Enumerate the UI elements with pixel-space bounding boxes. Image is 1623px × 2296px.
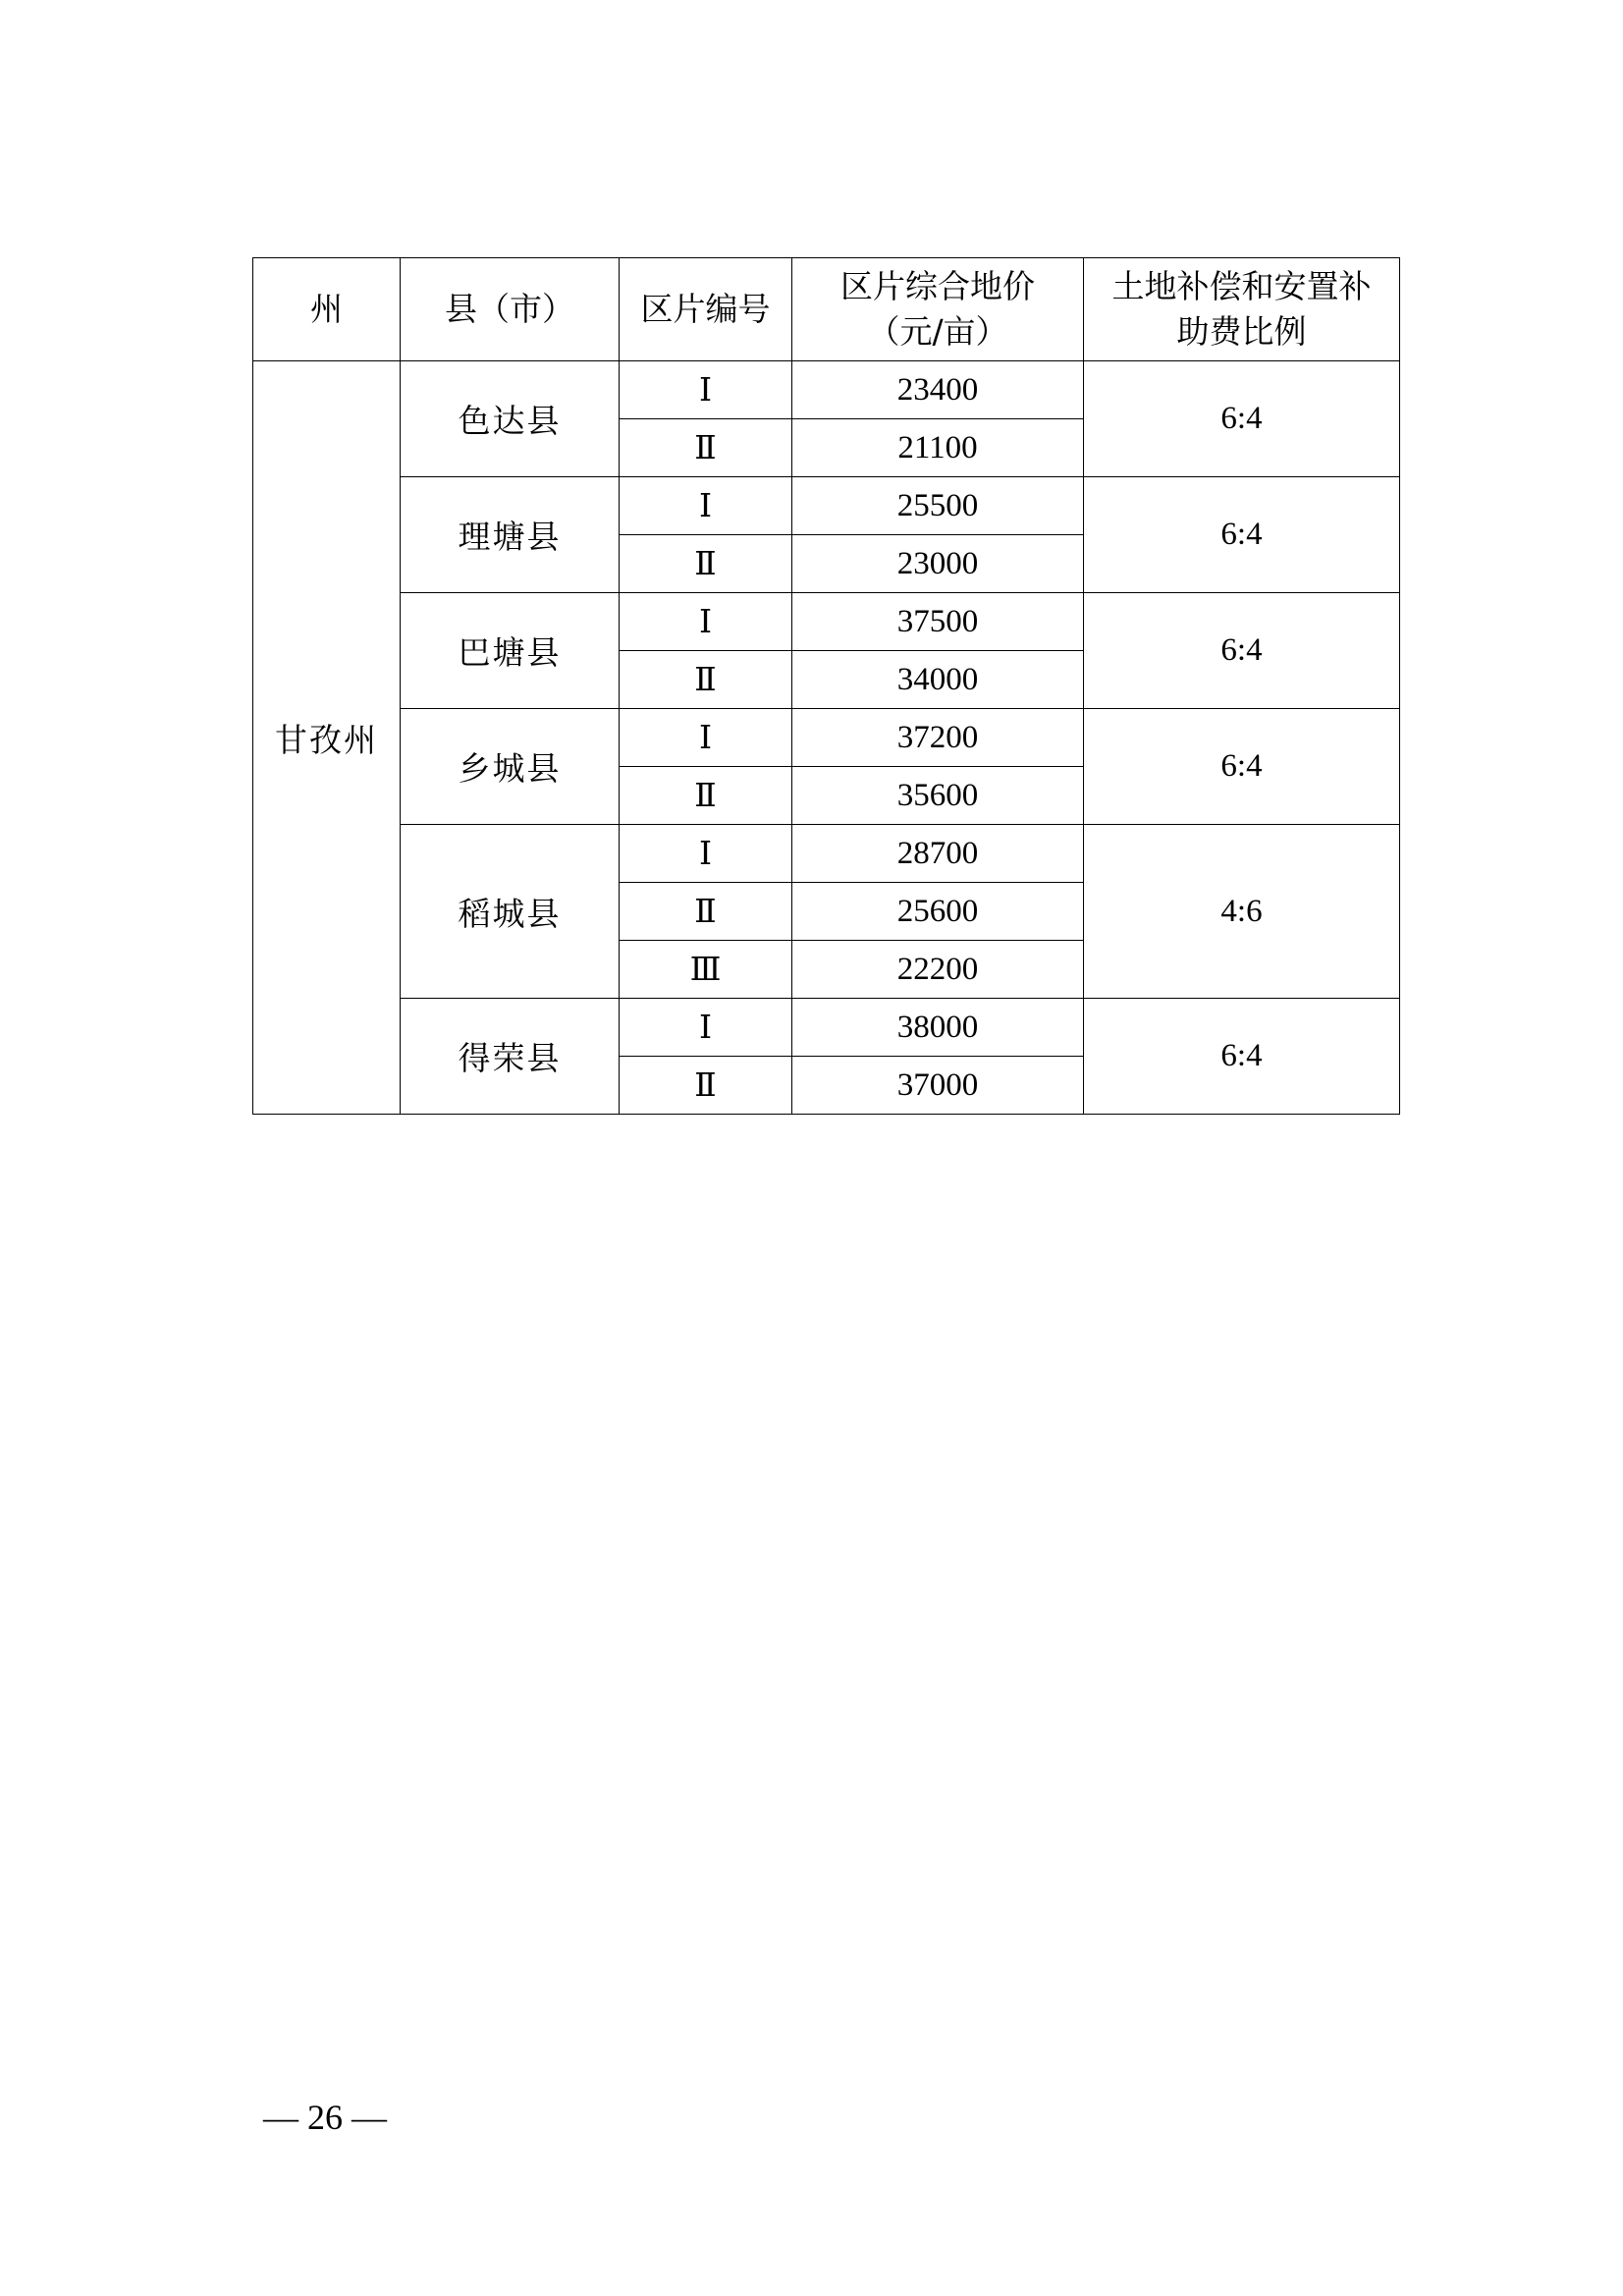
zone-price-cell: 21100 bbox=[792, 419, 1084, 477]
table-row bbox=[253, 999, 1400, 1057]
header-ratio-line2: 助费比例 bbox=[1176, 312, 1307, 351]
zone-code-cell: Ⅱ bbox=[620, 883, 792, 941]
compensation-ratio-cell: 6:4 bbox=[1084, 999, 1400, 1115]
zone-price-cell: 25500 bbox=[792, 477, 1084, 535]
land-price-table bbox=[252, 257, 1400, 1115]
county-cell: 色达县 bbox=[401, 361, 620, 477]
zone-code-cell: Ⅱ bbox=[620, 651, 792, 709]
zone-price-cell: 23000 bbox=[792, 535, 1084, 593]
county-cell: 理塘县 bbox=[401, 477, 620, 593]
compensation-ratio-cell: 4:6 bbox=[1084, 825, 1400, 999]
table-header-row bbox=[253, 258, 1400, 361]
header-zone-price-line2: （元/亩） bbox=[867, 312, 1008, 351]
zone-code-cell: Ⅱ bbox=[620, 535, 792, 593]
compensation-ratio-cell: 6:4 bbox=[1084, 709, 1400, 825]
compensation-ratio-cell: 6:4 bbox=[1084, 361, 1400, 477]
zone-code-cell: Ⅰ bbox=[620, 361, 792, 419]
table-row bbox=[253, 477, 1400, 535]
table-row bbox=[253, 361, 1400, 419]
zone-code-cell: Ⅱ bbox=[620, 1057, 792, 1115]
header-county: 县（市） bbox=[401, 258, 620, 361]
zone-code-cell: Ⅰ bbox=[620, 477, 792, 535]
header-zone-code: 区片编号 bbox=[620, 258, 792, 361]
zone-price-cell: 37200 bbox=[792, 709, 1084, 767]
zone-code-cell: Ⅲ bbox=[620, 941, 792, 999]
table-row bbox=[253, 825, 1400, 883]
county-cell: 稻城县 bbox=[401, 825, 620, 999]
county-cell: 乡城县 bbox=[401, 709, 620, 825]
zone-code-cell: Ⅱ bbox=[620, 767, 792, 825]
zone-code-cell: Ⅰ bbox=[620, 709, 792, 767]
zone-price-cell: 37000 bbox=[792, 1057, 1084, 1115]
zone-code-cell: Ⅰ bbox=[620, 825, 792, 883]
header-zone-price bbox=[792, 258, 1084, 361]
compensation-ratio-cell: 6:4 bbox=[1084, 477, 1400, 593]
zone-price-cell: 35600 bbox=[792, 767, 1084, 825]
zone-price-cell: 22200 bbox=[792, 941, 1084, 999]
header-compensation-ratio bbox=[1084, 258, 1400, 361]
zone-price-cell: 37500 bbox=[792, 593, 1084, 651]
header-zone-price-line1: 区片综合地价 bbox=[840, 267, 1035, 305]
table-row bbox=[253, 709, 1400, 767]
header-ratio-line1: 土地补偿和安置补 bbox=[1111, 267, 1372, 305]
county-cell: 得荣县 bbox=[401, 999, 620, 1115]
zone-price-cell: 23400 bbox=[792, 361, 1084, 419]
header-prefecture: 州 bbox=[253, 258, 401, 361]
zone-price-cell: 28700 bbox=[792, 825, 1084, 883]
zone-code-cell: Ⅰ bbox=[620, 999, 792, 1057]
zone-price-cell: 25600 bbox=[792, 883, 1084, 941]
zone-price-cell: 38000 bbox=[792, 999, 1084, 1057]
page-number: — 26 — bbox=[263, 2098, 387, 2137]
table-body bbox=[253, 361, 1400, 1115]
prefecture-cell: 甘孜州 bbox=[253, 361, 401, 1115]
table-row bbox=[253, 593, 1400, 651]
zone-code-cell: Ⅰ bbox=[620, 593, 792, 651]
compensation-ratio-cell: 6:4 bbox=[1084, 593, 1400, 709]
zone-code-cell: Ⅱ bbox=[620, 419, 792, 477]
zone-price-cell: 34000 bbox=[792, 651, 1084, 709]
county-cell: 巴塘县 bbox=[401, 593, 620, 709]
